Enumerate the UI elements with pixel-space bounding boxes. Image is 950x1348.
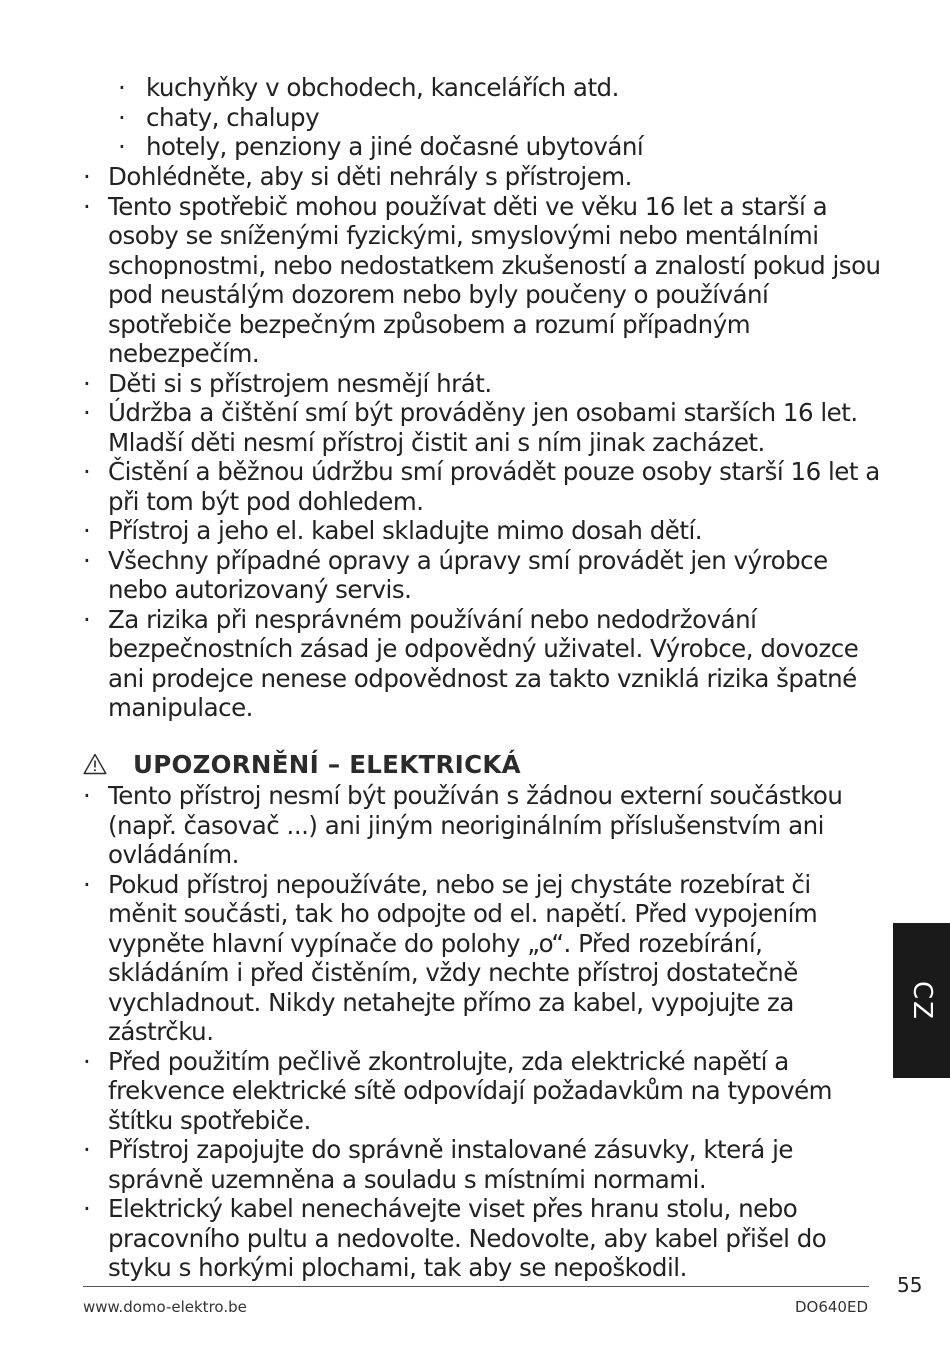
bullet: · (83, 1135, 91, 1164)
bullet: · (118, 102, 126, 132)
warning-triangle-icon (83, 752, 109, 782)
list-item (83, 1194, 883, 1283)
list-item-text: Za rizika při nesprávném používání nebo nedodržování bezpečnostních zásad je odpovědný uživatel. Výrobce, dovozce ani prodejce nenese odpovědnost za takto vzniklá rizika špatné manipulace. (108, 604, 859, 722)
list-item-text: Elektrický kabel nenechávejte viset přes hranu stolu, nebo pracovního pultu a nedovolte. Nedovolte, aby kabel přišel do styku s horkými plochami, tak aby se nepoškodil. (108, 1194, 827, 1282)
electrical-warning-heading (83, 750, 521, 782)
footer-model-number: DO640ED (794, 1298, 868, 1316)
list-item-text: Údržba a čištění smí být prováděny jen osobami starších 16 let. Mladší děti nesmí přístroj čistit ani s ním jinak zacházet. (108, 398, 858, 457)
bullet: · (83, 457, 91, 486)
bullet: · (118, 132, 126, 161)
bullet: · (83, 398, 91, 427)
list-item (83, 546, 883, 605)
bullet: · (83, 162, 91, 191)
bullet: · (83, 368, 91, 398)
list-item (83, 781, 883, 870)
electrical-list (83, 781, 883, 1283)
list-item-text: Dohlédněte, aby si děti nehrály s přístrojem. (108, 162, 632, 191)
list-item (83, 457, 883, 516)
list-item (118, 103, 643, 133)
list-item-text: Tento přístroj nesmí být používán s žádnou externí součástkou (např. časovač ...) ani jiným neoriginálním příslušenstvím ani ovládáním. (108, 781, 843, 869)
language-tab-label: CZ (906, 980, 937, 1021)
heading-text: UPOZORNĚNÍ – ELEKTRICKÁ (133, 750, 521, 779)
list-item-text: Přístroj zapojujte do správně instalované zásuvky, která je správně uzemněna a souladu s místními normami. (108, 1135, 793, 1194)
list-item (83, 398, 883, 457)
list-item-text: Všechny případné opravy a úpravy smí provádět jen výrobce nebo autorizovaný servis. (108, 545, 828, 604)
list-item (118, 73, 643, 103)
page-number: 55 (897, 1273, 923, 1297)
footer-divider (83, 1286, 869, 1287)
bullet: · (83, 191, 91, 221)
list-item-text: hotely, penziony a jiné dočasné ubytování (146, 132, 644, 161)
list-item (83, 1135, 883, 1194)
list-item (83, 1047, 883, 1136)
list-item-text: kuchyňky v obchodech, kancelářích atd. (146, 73, 619, 102)
list-item (83, 870, 883, 1047)
list-item-text: Děti si s přístrojem nesmějí hrát. (108, 368, 492, 398)
list-item (83, 162, 883, 192)
bullet: · (118, 73, 126, 102)
list-item (83, 605, 883, 723)
list-item (118, 132, 643, 162)
bullet: · (83, 604, 91, 634)
list-item (83, 192, 883, 369)
list-item-text: Čistění a běžnou údržbu smí provádět pouze osoby starší 16 let a při tom být pod dohledem. (108, 457, 880, 516)
bullet: · (83, 781, 91, 810)
bullet: · (83, 1194, 91, 1223)
sub-list (118, 73, 643, 162)
safety-list (83, 162, 883, 723)
list-item-text: chaty, chalupy (146, 102, 320, 132)
list-item (83, 516, 883, 546)
bullet: · (83, 545, 91, 575)
list-item-text: Tento spotřebič mohou používat děti ve věku 16 let a starší a osoby se sníženými fyzickými, smyslovými nebo mentálními schopnostmi, nebo nedostatkem zkušeností a znalostí pokud jsou pod neustálým dozorem nebo byly poučeny o používání spotřebiče bezpečným způsobem a rozumí případným nebezpečím. (108, 191, 881, 368)
bullet: · (83, 1046, 91, 1076)
list-item-text: Pokud přístroj nepoužíváte, nebo se jej chystáte rozebírat či měnit součásti, tak ho odpojte od el. napětí. Před vypojením vypněte hlavní vypínače do polohy „o“. Před rozebírání, skládáním i před čistěním, vždy nechte přístroj dostatečně vychladnout. Nikdy netahejte přímo za kabel, vypojujte za zástrčku. (108, 869, 818, 1046)
list-item-text: Před použitím pečlivě zkontrolujte, zda elektrické napětí a frekvence elektrické sítě odpovídají požadavkům na typovém štítku spotřebiče. (108, 1046, 833, 1135)
list-item-text: Přístroj a jeho el. kabel skladujte mimo dosah dětí. (108, 516, 703, 545)
bullet: · (83, 869, 91, 899)
footer-url: www.domo-elektro.be (83, 1298, 247, 1316)
bullet: · (83, 516, 91, 545)
language-tab (893, 923, 950, 1078)
list-item (83, 369, 883, 399)
